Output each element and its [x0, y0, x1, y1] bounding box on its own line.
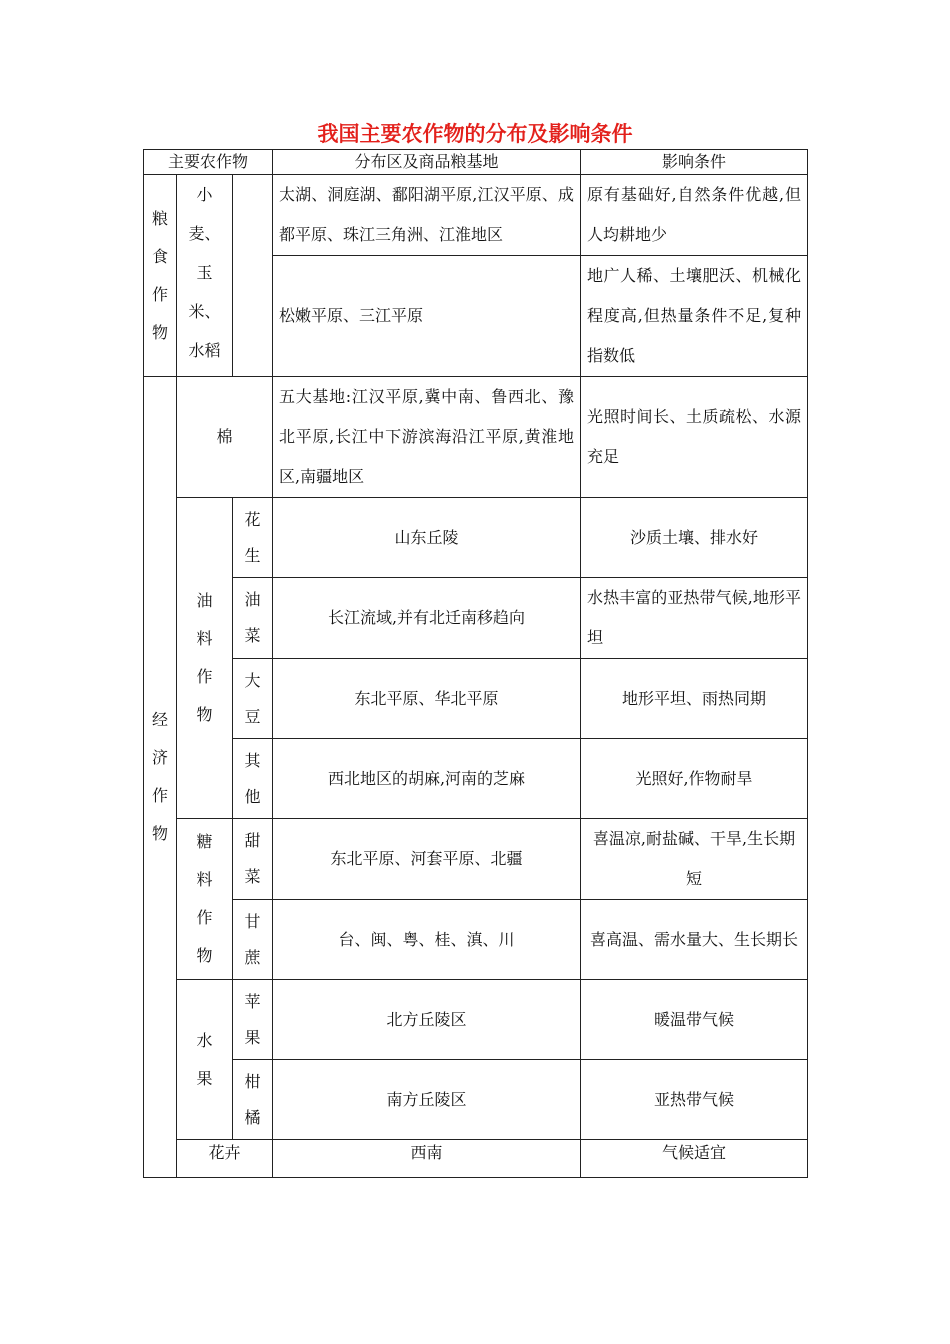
conditions-cell: 喜温凉,耐盐碱、干旱,生长期短 — [581, 819, 808, 900]
crop-name-cell: 其他 — [233, 739, 273, 819]
crop-distribution-table — [143, 149, 808, 1178]
distribution-cell: 北方丘陵区 — [273, 980, 581, 1060]
crop-name-cell: 花生 — [233, 498, 273, 578]
crop-name-cell: 油菜 — [233, 578, 273, 659]
conditions-cell: 亚热带气候 — [581, 1060, 808, 1140]
header-crop: 主要农作物 — [144, 150, 273, 175]
table-row — [144, 739, 808, 819]
conditions-cell: 水热丰富的亚热带气候,地形平坦 — [581, 578, 808, 659]
distribution-cell: 松嫩平原、三江平原 — [273, 256, 581, 377]
oil-group-cell: 油料作物 — [177, 498, 233, 819]
table-row — [144, 498, 808, 578]
conditions-cell: 原有基础好,自然条件优越,但人均耕地少 — [581, 175, 808, 256]
crop-name-cell: 甘蔗 — [233, 900, 273, 980]
conditions-cell: 地广人稀、土壤肥沃、机械化程度高,但热量条件不足,复种指数低 — [581, 256, 808, 377]
distribution-cell: 长江流域,并有北迁南移趋向 — [273, 578, 581, 659]
cotton-cell: 棉 — [177, 377, 273, 498]
conditions-cell: 暖温带气候 — [581, 980, 808, 1060]
table-header-row — [144, 150, 808, 175]
flowers-cell: 花卉 — [177, 1140, 273, 1178]
page-title: 我国主要农作物的分布及影响条件 — [317, 121, 633, 146]
header-conditions: 影响条件 — [581, 150, 808, 175]
table-row — [144, 377, 808, 498]
distribution-cell: 东北平原、河套平原、北疆 — [273, 819, 581, 900]
distribution-cell: 太湖、洞庭湖、鄱阳湖平原,江汉平原、成都平原、珠江三角洲、江淮地区 — [273, 175, 581, 256]
conditions-cell: 气候适宜 — [581, 1140, 808, 1178]
table-row — [144, 900, 808, 980]
table-row — [144, 1060, 808, 1140]
grain-crop-cell: 小麦、玉米、水稻 — [177, 175, 233, 377]
table-row — [144, 175, 808, 256]
crop-name-cell: 甜菜 — [233, 819, 273, 900]
conditions-cell: 地形平坦、雨热同期 — [581, 659, 808, 739]
crop-name-cell: 柑橘 — [233, 1060, 273, 1140]
distribution-cell: 东北平原、华北平原 — [273, 659, 581, 739]
conditions-cell: 沙质土壤、排水好 — [581, 498, 808, 578]
sugar-group-cell: 糖料作物 — [177, 819, 233, 980]
table-row — [144, 819, 808, 900]
fruit-group-cell: 水果 — [177, 980, 233, 1140]
distribution-cell: 台、闽、粤、桂、滇、川 — [273, 900, 581, 980]
economic-category-cell: 经济作物 — [144, 377, 177, 1178]
distribution-cell: 南方丘陵区 — [273, 1060, 581, 1140]
header-distribution: 分布区及商品粮基地 — [273, 150, 581, 175]
crop-name-cell: 大豆 — [233, 659, 273, 739]
conditions-cell: 喜高温、需水量大、生长期长 — [581, 900, 808, 980]
crop-name-cell: 苹果 — [233, 980, 273, 1060]
conditions-cell: 光照时间长、土质疏松、水源充足 — [581, 377, 808, 498]
grain-category-cell: 粮食作物 — [144, 175, 177, 377]
table-row — [144, 578, 808, 659]
table-row — [144, 659, 808, 739]
grain-empty-cell — [233, 175, 273, 377]
distribution-cell: 山东丘陵 — [273, 498, 581, 578]
table-row — [144, 980, 808, 1060]
distribution-cell: 西北地区的胡麻,河南的芝麻 — [273, 739, 581, 819]
distribution-cell: 西南 — [273, 1140, 581, 1178]
table-row — [144, 1140, 808, 1178]
conditions-cell: 光照好,作物耐旱 — [581, 739, 808, 819]
distribution-cell: 五大基地:江汉平原,冀中南、鲁西北、豫北平原,长江中下游滨海沿江平原,黄淮地区,南疆地区 — [273, 377, 581, 498]
